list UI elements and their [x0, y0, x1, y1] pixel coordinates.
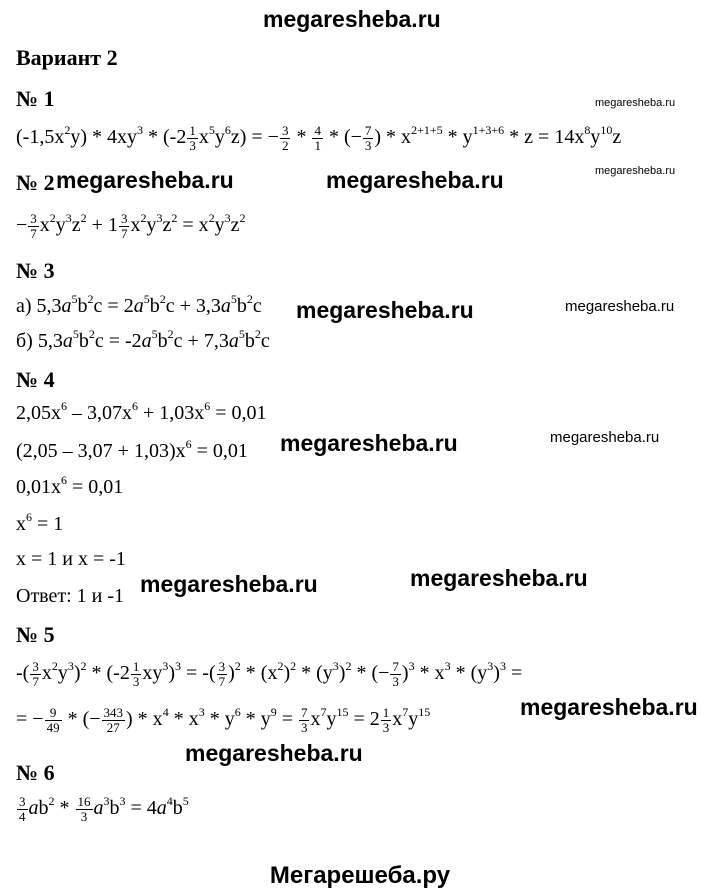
- task-6-label: № 6: [16, 760, 55, 785]
- watermark: megaresheba.ru: [595, 97, 676, 109]
- task-4-line-4: $x^6 = 1$: [16, 510, 64, 535]
- fraction: $\frac{7}{3}$: [364, 123, 372, 153]
- fraction: $\frac{1}{3}$: [189, 123, 196, 153]
- footer-brand: Мегарешеба.ру: [269, 862, 451, 889]
- watermark: megaresheba.ru: [565, 298, 675, 315]
- fraction: $\frac{1}{3}$: [382, 705, 390, 735]
- fraction: $\frac{1}{3}$: [132, 659, 140, 689]
- watermark: megaresheba.ru: [56, 167, 234, 193]
- fraction: $\frac{7}{3}$: [300, 705, 308, 735]
- task-4-line-1: $2,05x^6 - 3,07x^6 + 1,03x^6 = 0,01$: [16, 399, 267, 424]
- task-5-label: № 5: [16, 622, 55, 647]
- task-4-line-2: $(2,05 - 3,07 + 1,03)x^6 = 0,01$: [16, 437, 248, 462]
- watermark: megaresheba.ru: [326, 167, 504, 193]
- task-1-equation: $(-1,5x^2y) * 4xy^3 * (-2$ $\frac{1}{3}$ $x^5y^6z$) = − $\frac{3}{2}$ * $\frac{4}{1}$ * (− $\frac{7}{3}$ ) * $x^{2+1+5} * y^{1+3+6} * z = 14x^8y^{10}z$: [16, 123, 622, 153]
- watermark: megaresheba.ru: [410, 565, 588, 591]
- fraction: $\frac{343}{27}$: [103, 705, 124, 735]
- answer: Ответ: 1 и -1: [16, 585, 125, 607]
- task-3-line-b: б) $5,3a^5b^2c = -2a^5b^2c + 7,3a^5b^2c$: [16, 327, 270, 352]
- fraction: $\frac{3}{7}$: [218, 659, 226, 689]
- fraction: $\frac{7}{3}$: [392, 659, 399, 689]
- fraction: $\frac{16}{3}$: [77, 794, 91, 824]
- watermark: megaresheba.ru: [550, 429, 660, 446]
- task-4-line-5: x = 1 и x = -1: [16, 548, 126, 570]
- watermark: megaresheba.ru: [140, 571, 318, 597]
- site-header: megaresheba.ru: [263, 6, 441, 32]
- watermark: megaresheba.ru: [595, 165, 676, 177]
- fraction: $\frac{3}{4}$: [19, 794, 26, 824]
- task-4-line-3: $0,01x^6 = 0,01$: [16, 473, 124, 498]
- task-4-label: № 4: [16, 367, 55, 392]
- fraction: $\frac{4}{1}$: [314, 123, 321, 153]
- variant-title: Вариант 2: [16, 45, 118, 70]
- fraction: $\frac{3}{2}$: [281, 123, 289, 153]
- task-3-line-a: а) $5,3a^5b^2c = 2a^5b^2c + 3,3a^5b^2c$: [16, 292, 262, 317]
- fraction: $\frac{3}{7}$: [120, 211, 128, 241]
- task-2-equation: − $\frac{3}{7}$ $x^2y^3z^2 + 1$ $\frac{3}{7}$ $x^2y^3z^2 = x^2y^3z^2$: [16, 211, 246, 241]
- task-1-label: № 1: [16, 86, 55, 111]
- watermark: megaresheba.ru: [185, 740, 363, 766]
- fraction: $\frac{3}{7}$: [30, 211, 37, 241]
- task-6-equation: $\frac{3}{4}$ $ab^2$ * $\frac{16}{3}$ $a^3b^3 = 4a^4b^5$: [19, 794, 189, 824]
- watermark: megaresheba.ru: [296, 297, 474, 323]
- fraction: $\frac{9}{49}$: [46, 705, 60, 735]
- watermark: megaresheba.ru: [280, 430, 458, 456]
- task-5-line-1: -( $\frac{3}{7}$ $x^2y^3)^2 * (-2$ $\frac{1}{3}$ $xy^3)^3$ = -( $\frac{3}{7}$ )$^2 * (x^2)^2 * (y^3)^2$ * (− $\frac{7}{3}$ )$^3 * x^3 * (y^3)^3$ =: [16, 659, 523, 689]
- task-2-label: № 2: [16, 170, 55, 195]
- watermark: megaresheba.ru: [520, 694, 698, 720]
- fraction: $\frac{3}{7}$: [32, 659, 39, 689]
- task-5-line-2: = − $\frac{9}{49}$ * (− $\frac{343}{27}$ ) * $x^4 * x^3 * y^6 * y^9$ = $\frac{7}{3}$ $x^7y^{15} = 2$ $\frac{1}{3}$ $x^7y^{15}$: [16, 705, 431, 735]
- task-3-label: № 3: [16, 258, 55, 283]
